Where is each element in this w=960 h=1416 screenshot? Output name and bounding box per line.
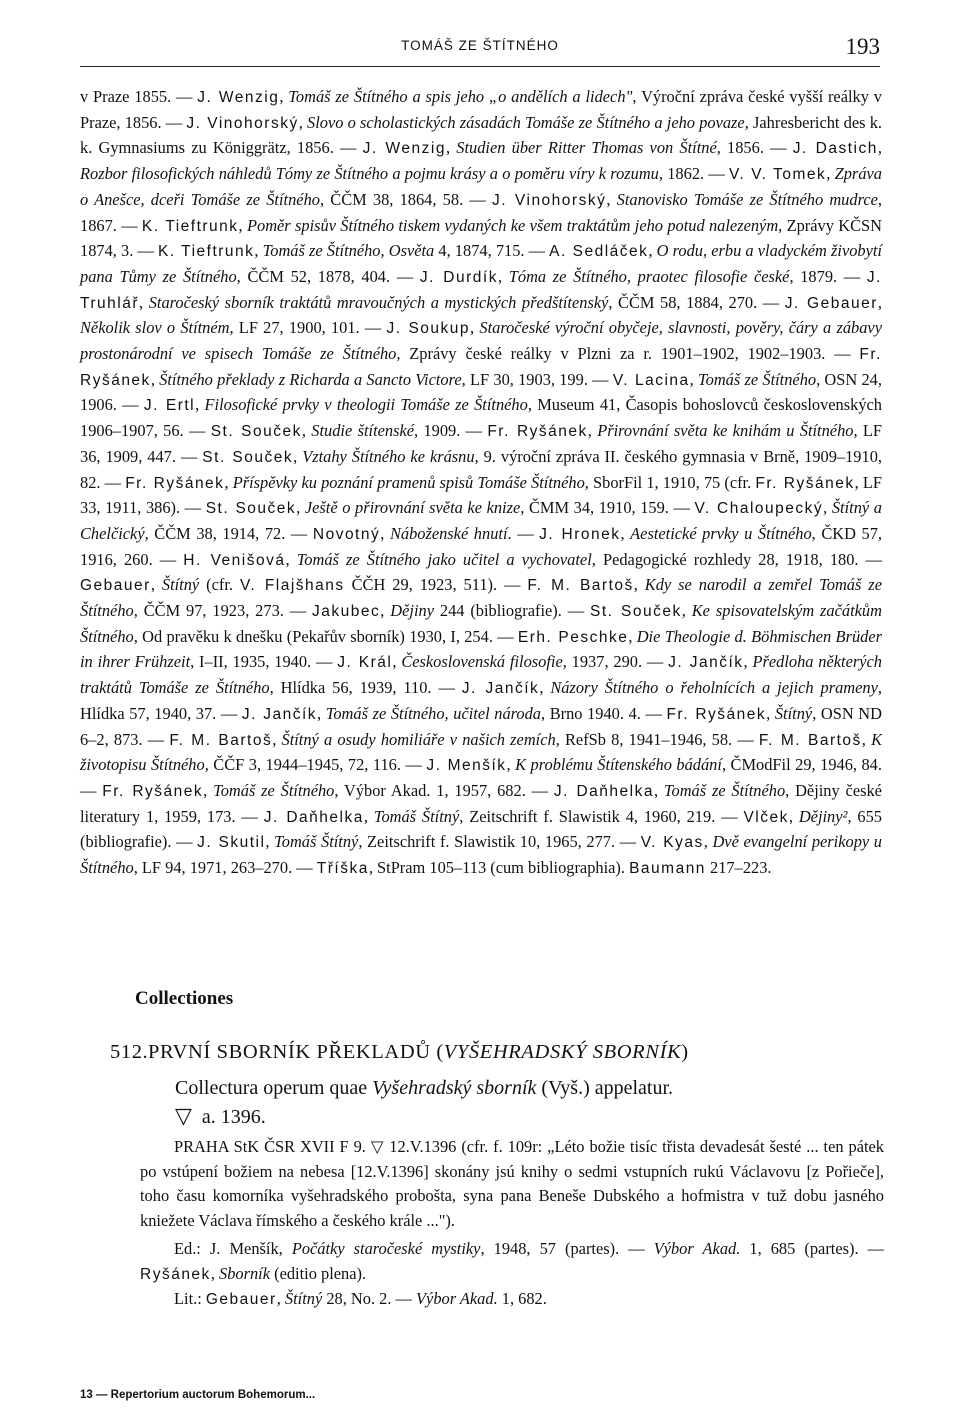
text-run: , ČKD 57, 1916, 260. — (80, 523, 883, 569)
text-run: , (363, 806, 374, 826)
text-run: 1, 685 (partes). — (740, 1239, 884, 1258)
text-run: , OSN 24, 1906. — (80, 369, 882, 415)
title-run: Několik slov o Štítném (80, 318, 230, 338)
text-run: , StPram 105–113 (cum bibliographia). (368, 858, 630, 878)
text-run: 244 (bibliografie). — (433, 601, 590, 621)
text-run: , ČČF 3, 1944–1945, 72, 116. — (204, 755, 427, 775)
author-run: Vlček (743, 808, 789, 826)
entry-title-italic: VYŠEHRADSKÝ SBORNÍK (443, 1041, 682, 1063)
author-run: K. Tieftrunk (141, 217, 239, 235)
entry-date (175, 1103, 266, 1129)
title-run: Náboženské hnutí (389, 523, 508, 543)
author-run: St. Souček (202, 448, 294, 466)
text-run: 4, 1874, 715. — (434, 241, 550, 261)
author-run: J. Jančík (461, 680, 540, 698)
text-run: Lit.: (174, 1289, 206, 1308)
author-run: J. Jančík (241, 705, 318, 723)
text-run: , (195, 395, 205, 415)
title-run: Počátky staročeské mystiky (291, 1239, 481, 1258)
title-run: Kdy se narodil a zemřel Tomáš ze Štítného (80, 575, 882, 621)
author-run: J. Ertl (143, 397, 196, 415)
text-run: 1, 682. (497, 1289, 547, 1308)
text-run: , (620, 523, 631, 543)
author-run: J. Daňhelka (553, 782, 654, 800)
text-run: , 1856. — (716, 138, 793, 158)
text-run: , ČČM 58, 1884, 270. — (608, 292, 785, 312)
editions-paragraph (140, 1237, 884, 1287)
page-number: 193 (845, 34, 880, 59)
author-run: Novotný (312, 525, 381, 543)
text-run: , (628, 626, 637, 646)
text-run: , (317, 703, 326, 723)
text-run: , Zprávy KČSN 1874, 3. — (80, 215, 882, 261)
text-run: , ČČM 38, 1914, 72. — (144, 523, 313, 543)
entry-title-close: ) (681, 1041, 689, 1063)
author-run: J. Hronek (539, 525, 621, 543)
title-run: Filosofické prvky v theologii Tomáše ze Štítného (204, 395, 528, 415)
author-run: J. Král (337, 654, 393, 672)
title-run: Dějiny (390, 601, 434, 621)
text-run: , SborFil 1, 1910, 75 (cfr. (584, 472, 756, 492)
text-run: , LF 33, 1911, 386). — (80, 472, 882, 518)
text-run: , (539, 678, 551, 698)
author-run: J. Dastich (792, 140, 878, 158)
text-run: , (470, 318, 480, 338)
author-run: Fr. Ryšánek (487, 423, 588, 441)
text-run: , Dějiny české literatury 1, 1959, 173. — (80, 780, 882, 826)
text-run: , 1879. — (789, 266, 867, 286)
section-heading: Collectiones (135, 988, 234, 1009)
entry-subtitle (175, 1073, 895, 1103)
subtitle-text-end: (Vyš.) appelatur. (536, 1077, 674, 1099)
author-run: St. Souček (590, 603, 682, 621)
text-run: , Výroční zpráva české vyšší reálky v Praze, 1856. — (80, 87, 882, 132)
author-run: V. V. Tomek (729, 166, 827, 184)
text-run: v Praze 1855. — (80, 87, 198, 106)
title-run: Tomáš ze Štítného (698, 369, 817, 389)
text-run: , LF 36, 1909, 447. — (80, 421, 883, 466)
author-run: Gebauer (80, 577, 151, 595)
author-run: Fr. Ryšánek (125, 474, 225, 492)
text-run: , 1948, 57 (partes). — (480, 1239, 654, 1258)
title-run: Dvě evangelní perikopy u Štítného (80, 832, 882, 878)
entry-number: 512. (110, 1041, 149, 1063)
text-run: , (445, 138, 457, 158)
text-run: , (703, 832, 713, 852)
author-run: Fr. Ryšánek (755, 474, 855, 492)
title-run: Tomáš ze Štítného (663, 780, 786, 800)
subtitle-text: Collectura operum quae (175, 1077, 373, 1099)
title-run: Ke spisovatelským začátkům Štítného (80, 601, 882, 646)
text-run: . — (507, 523, 540, 543)
author-run: J. Vinohorský (186, 114, 299, 132)
title-run: Tomáš ze Štítného jako učitel a vychovatel (296, 549, 592, 569)
author-run: Erh. Peschke (517, 628, 629, 646)
author-run: V. Kyas (640, 834, 704, 852)
title-run: Ještě o přirovnání světa ke knize (304, 498, 521, 518)
text-run: , (285, 549, 297, 569)
text-run: , LF 94, 1971, 263–270. — (133, 858, 317, 878)
title-run: Poměr spisův Štítného tiskem vydaných ke všem traktátům jeho potud nalezeným (246, 215, 779, 235)
title-run: Aestetické prvky u Štítného (630, 523, 812, 543)
title-run: Dějiny² (798, 806, 848, 826)
text-run: , (606, 189, 617, 209)
text-run: , (826, 164, 835, 184)
text-run: , ČMM 34, 1910, 159. — (520, 498, 695, 518)
author-run: A. Sedláček (549, 243, 649, 261)
text-run: , (648, 241, 657, 261)
text-run: , (877, 292, 882, 312)
title-run: Sborník (219, 1263, 271, 1283)
title-run: Štítný (284, 1289, 323, 1308)
author-run: J. Menšík (426, 757, 507, 775)
bibliography-block (80, 85, 882, 882)
text-run: (editio plena). (270, 1263, 367, 1283)
title-run: Výbor Akad. (653, 1239, 741, 1258)
title-run: Studie štítenské (311, 421, 415, 441)
author-run: V. Flajšhans (239, 577, 345, 595)
running-title: TOMÁŠ ZE ŠTÍTNÉHO (401, 38, 559, 53)
text-run: , (823, 498, 832, 518)
text-run: , (653, 780, 664, 800)
text-run: , I–II, 1935, 1940. — (190, 652, 338, 672)
text-run: , Pedagogické rozhledy 28, 1918, 180. — (591, 549, 882, 569)
text-run: , (877, 138, 882, 158)
title-run: Štítný (161, 575, 200, 595)
title-run: Die Theologie d. Böhmischen Brüder in ihrer Frühzeit (80, 626, 882, 672)
title-run: Tomáš ze Štítného (213, 780, 335, 800)
author-run: Fr. Ryšánek (102, 782, 204, 800)
text-run: , (224, 472, 233, 492)
author-run: K. Tieftrunk (157, 243, 255, 261)
title-run: Přirovnání světa ke knihám u Štítného (597, 421, 854, 441)
author-run: H. Venišová (183, 551, 286, 569)
title-run: Příspěvky ku poznání pramenů spisů Tomáše Štítného (232, 472, 585, 492)
author-run: J. Daňhelka (263, 808, 364, 826)
manuscript-paragraph (140, 1135, 884, 1233)
title-run: Rozbor filosofických náhledů Tómy ze Štítného a pojmu krásy a o poměru víry k rozumu (80, 164, 659, 184)
date-text: a. 1396. (201, 1106, 266, 1128)
author-run: J. Durdík (419, 268, 498, 286)
author-run: St. Souček (210, 423, 302, 441)
triangle-down-icon: ▽ (175, 1103, 192, 1128)
text-run: (cfr. (199, 575, 240, 595)
title-run: Štítný a osudy homiliáře v našich zemích (281, 729, 556, 749)
entry-body (140, 1135, 884, 1313)
text-run: , (788, 806, 799, 826)
text-run: , OSN ND 6–2, 873. — (80, 703, 882, 749)
author-run: Baumann (629, 860, 706, 878)
text-run: , 1862. — (658, 164, 730, 184)
author-run: Jakubec (312, 603, 381, 621)
title-run: Tóma ze Štítného, praotec filosofie české (508, 266, 790, 286)
title-run: Studien über Ritter Thomas von Štítné (456, 138, 717, 158)
author-run: J. Skutil (197, 834, 266, 852)
text-run: 28, No. 2. — (322, 1289, 417, 1308)
text-run: , (681, 601, 692, 621)
author-run: Ryšánek (140, 1265, 211, 1283)
title-run: Československá filosofie (401, 652, 563, 672)
text-run: , Výbor Akad. 1, 1957, 682. — (334, 780, 554, 800)
author-run: F. M. Bartoš (758, 731, 862, 749)
text-run: , (203, 780, 214, 800)
text-run: , Zprávy české reálky v Plzni za r. 1901–1902, 1902–1903. — (396, 344, 860, 364)
author-run: Fr. Ryšánek (80, 346, 882, 389)
title-run: Výbor Akad. (416, 1289, 498, 1308)
text-run: , Brno 1940. 4. — (541, 703, 667, 723)
text-run: , ČČM 52, 1878, 404. — (236, 266, 420, 286)
author-run: St. Souček (205, 500, 297, 518)
author-run: J. Vinohorský (491, 191, 607, 209)
title-run: K problému Štítenského bádání (515, 755, 722, 775)
text-run: , (279, 87, 289, 106)
author-run: J. Wenzig (362, 140, 446, 158)
text-run: , (766, 703, 775, 723)
entry-title: PRVNÍ SBORNÍK PŘEKLADŮ ( (148, 1041, 444, 1063)
text-run: , (150, 575, 162, 595)
text-run: , (743, 652, 753, 672)
title-run: Štítného překlady z Richarda a Sancto Victore (159, 369, 462, 389)
title-run: Předloha některých traktátů Tomáše ze Štítného (80, 652, 882, 698)
text-run: 217–223. (705, 858, 772, 878)
title-run: Tomáš ze Štítného, učitel národa (325, 703, 541, 723)
text-run: , RefSb 8, 1941–1946, 58. — (555, 729, 759, 749)
text-run: , 655 (bibliografie). — (80, 806, 882, 852)
text-run: , Hlídka 57, 1940, 37. — (80, 678, 882, 723)
title-run: Názory Štítného o řeholnících a jejich prameny (550, 678, 878, 698)
author-run: V. Lacina (612, 371, 690, 389)
author-run: Gebauer (205, 1291, 277, 1308)
author-run: J. Gebauer (784, 294, 878, 312)
author-run: J. Soukup (386, 320, 471, 338)
author-run: V. Chaloupecký (694, 500, 824, 518)
text-run: , (861, 729, 872, 749)
text-run: , Hlídka 56, 1939, 110. — (269, 678, 462, 698)
text-run: , 1867. — (80, 189, 882, 235)
text-run: , (587, 421, 598, 441)
title-run: Staročeský sborník traktátů mravoučných a mystických předštítenský (148, 292, 609, 312)
text-run: , (506, 755, 516, 775)
title-run: Staročeské výroční obyčeje, slavnosti, pověry, čáry a zábavy prostonárodní ve spisech Tomáše ze Štítného (80, 318, 882, 364)
text-run: , Zeitschrift f. Slawistik 4, 1960, 219. — (459, 806, 744, 826)
text-run: , (210, 1263, 220, 1283)
author-run: F. M. Bartoš (527, 577, 634, 595)
text-run: , (265, 832, 275, 852)
author-run: J. Jančík (668, 654, 744, 672)
author-run: Tříška (316, 860, 369, 878)
entry-heading (110, 1041, 890, 1064)
text-run: , (633, 575, 645, 595)
text-run: , (238, 215, 247, 235)
title-run: K životopisu Štítného (80, 729, 883, 775)
text-run: , 1937, 290. — (562, 652, 669, 672)
title-run: O rodu, erbu a vladyckém živobytí pana Tůmy ze Štítného (80, 241, 883, 286)
text-run: , (497, 266, 509, 286)
text-run: Ed.: J. Menšík, (174, 1239, 292, 1258)
title-run: Vztahy Štítného ke krásnu (302, 446, 475, 466)
author-run: F. M. Bartoš (169, 731, 273, 749)
text-run: ČČH 29, 1923, 511). — (344, 575, 528, 595)
author-run: J. Wenzig (197, 89, 280, 106)
text-run: , Museum 41, Časopis bohoslovců československých 1906–1907, 56. — (80, 395, 882, 441)
text-run: , (139, 292, 149, 312)
text-run: , (254, 241, 263, 261)
text-run: , (293, 446, 303, 466)
text-run: PRAHA StK ČSR XVII F 9. ▽ 12.V.1396 (cfr. f. 109r: „Léto božie tisíc třista devadesát šesté ... ten pátek po vstúpení božiem na nebesa [12.V.1396] skonány jsú knihy o sedmi vstupních rukú Václavovu [z Pořieče], toho času komorníka vyšehradského proboštа, syna pana Beneše Dubského a hofmistra v tuž dobu jasného kniežete Václava římského a českého krále ..."). (140, 1137, 884, 1230)
title-run: Tomáš ze Štítného a spis jeho „o andělích a lidech" (288, 87, 633, 106)
title-run: Slovo o scholastických zásadách Tomáše ze Štítného a jeho povaze (307, 112, 745, 132)
text-run: , (301, 421, 312, 441)
text-run: , (380, 601, 391, 621)
text-run: , ČModFil 29, 1946, 84. — (80, 755, 882, 800)
text-run: , (392, 652, 402, 672)
text-run: , 1909. — (414, 421, 488, 441)
author-run: J. Truhlář (80, 268, 882, 312)
title-run: Tomáš ze Štítného, Osvěta (262, 241, 435, 261)
literature-paragraph (140, 1287, 884, 1313)
title-run: Stanovisko Tomáše ze Štítného mudrce (616, 189, 878, 209)
text-run: , ČČM 97, 1923, 273. — (133, 601, 313, 621)
footer-signature: 13 — Repertorium auctorum Bohemorum... (80, 1389, 316, 1401)
text-run: , (272, 729, 282, 749)
text-run: , (296, 498, 305, 518)
text-run: , Jahresbericht des k. k. Gymnasiums zu Königgrätz, 1856. — (80, 112, 882, 158)
title-run: Štítný a Chelčický (80, 498, 882, 543)
title-run: Štítný (774, 703, 813, 723)
text-run: , LF 30, 1903, 199. — (461, 369, 613, 389)
author-run: Fr. Ryšánek (666, 705, 767, 723)
running-header (80, 36, 880, 67)
text-run: , 9. výroční zpráva II. českého gymnasia v Brně, 1909–1910, 82. — (80, 446, 882, 492)
text-run: , Zeitschrift f. Slawistik 10, 1965, 277. — (358, 832, 641, 852)
text-run: , ČČM 38, 1864, 58. — (319, 189, 492, 209)
title-run: Tomáš Štítný (274, 832, 359, 852)
bibliography-paragraph (80, 85, 882, 882)
text-run: , (276, 1289, 285, 1308)
text-run: , (298, 112, 307, 132)
text-run: , (689, 369, 699, 389)
title-run: Tomáš Štítný (373, 806, 460, 826)
text-run: , Od pravěku k dnešku (Pekařův sborník) 1930, I, 254. — (133, 626, 518, 646)
title-run: Zpráva o Anešce, dceři Tomáše ze Štítného (80, 164, 882, 209)
text-run: , (150, 369, 160, 389)
subtitle-italic: Vyšehradský sborník (372, 1077, 537, 1099)
text-run: , (380, 523, 390, 543)
text-run: , LF 27, 1900, 101. — (229, 318, 387, 338)
